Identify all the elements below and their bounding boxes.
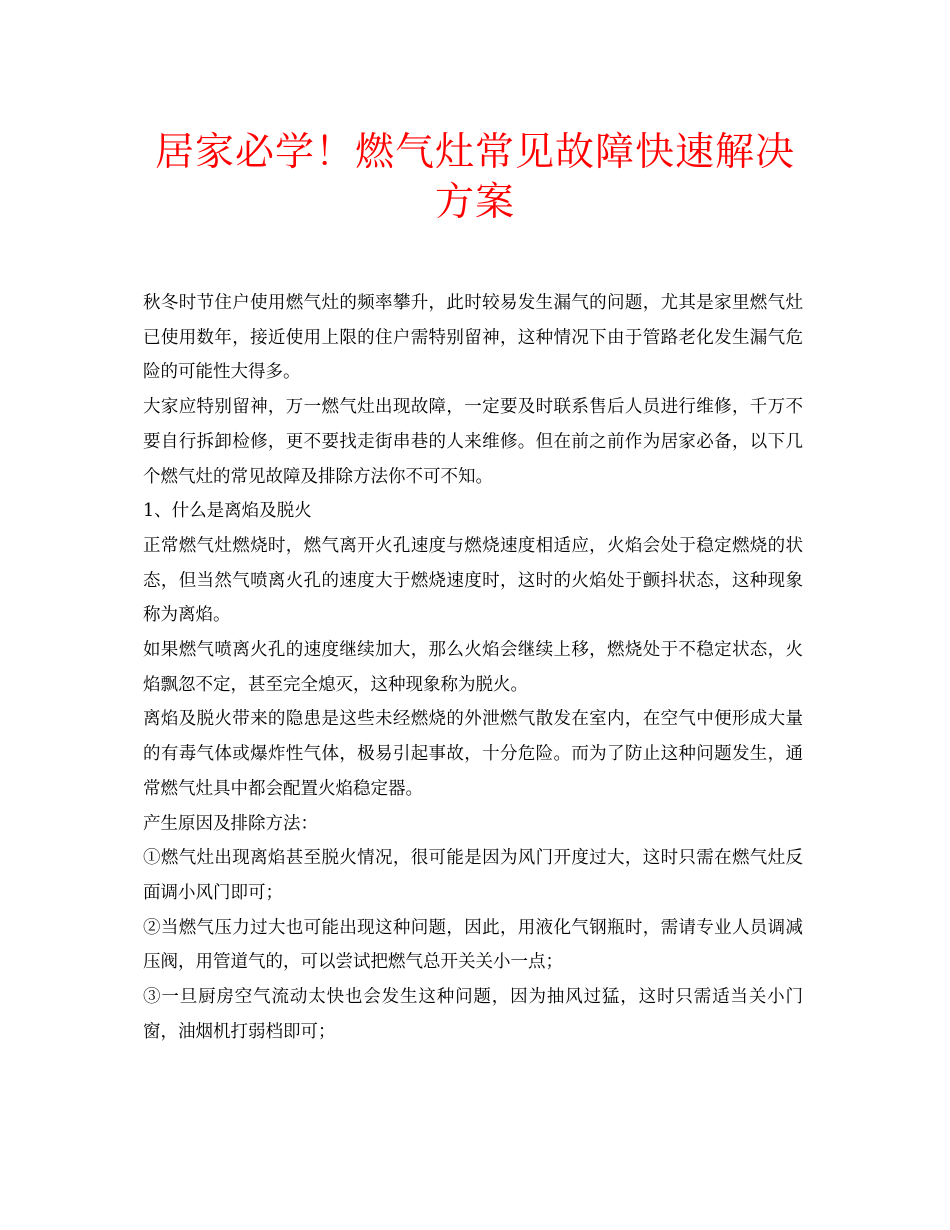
paragraph-lift-flame: 正常燃气灶燃烧时，燃气离开火孔速度与燃烧速度相适应，火焰会处于稳定燃烧的状态，但当然气喷离火孔的速度大于燃烧速度时，这时的火焰处于颤抖状态，这种现象称为离焰。 (143, 535, 803, 626)
section-heading-1: 1、什么是离焰及脱火 (143, 501, 312, 522)
cause-item-3: ③一旦厨房空气流动太快也会发生这种问题，因为抽风过猛，这时只需适当关小门窗，油烟机打弱档即可； (143, 987, 803, 1042)
paragraph-warning: 大家应特别留神，万一燃气灶出现故障，一定要及时联系售后人员进行维修，千万不要自行拆卸检修，更不要找走街串巷的人来维修。但在前之前作为居家必备，以下几个燃气灶的常见故障及排除方法你不可不知。 (143, 397, 803, 487)
document-body (143, 286, 803, 1049)
cause-item-2: ②当燃气压力过大也可能出现这种问题，因此，用液化气钢瓶时，需请专业人员调减压阀，用管道气的，可以尝试把燃气总开关关小一点； (143, 917, 803, 973)
paragraph-intro: 秋冬时节住户使用燃气灶的频率攀升，此时较易发生漏气的问题，尤其是家里燃气灶已使用数年，接近使用上限的住户需特别留神，这种情况下由于管路老化发生漏气危险的可能性大得多。 (143, 293, 803, 383)
document-title: 居家必学！燃气灶常见故障快速解决方案 (154, 130, 795, 225)
causes-heading: 产生原因及排除方法： (143, 813, 318, 834)
cause-item-1: ①燃气灶出现离焰甚至脱火情况，很可能是因为风门开度过大，这时只需在燃气灶反面调小风门即可； (143, 848, 803, 903)
paragraph-flame-out: 如果燃气喷离火孔的速度继续加大，那么火焰会继续上移，燃烧处于不稳定状态，火焰飘忽不定，甚至完全熄灭，这种现象称为脱火。 (143, 640, 803, 695)
paragraph-hazard: 离焰及脱火带来的隐患是这些未经燃烧的外泄燃气散发在室内，在空气中便形成大量的有毒气体或爆炸性气体，极易引起事故，十分危险。而为了防止这种问题发生，通常燃气灶具中都会配置火焰稳定器。 (143, 709, 803, 799)
